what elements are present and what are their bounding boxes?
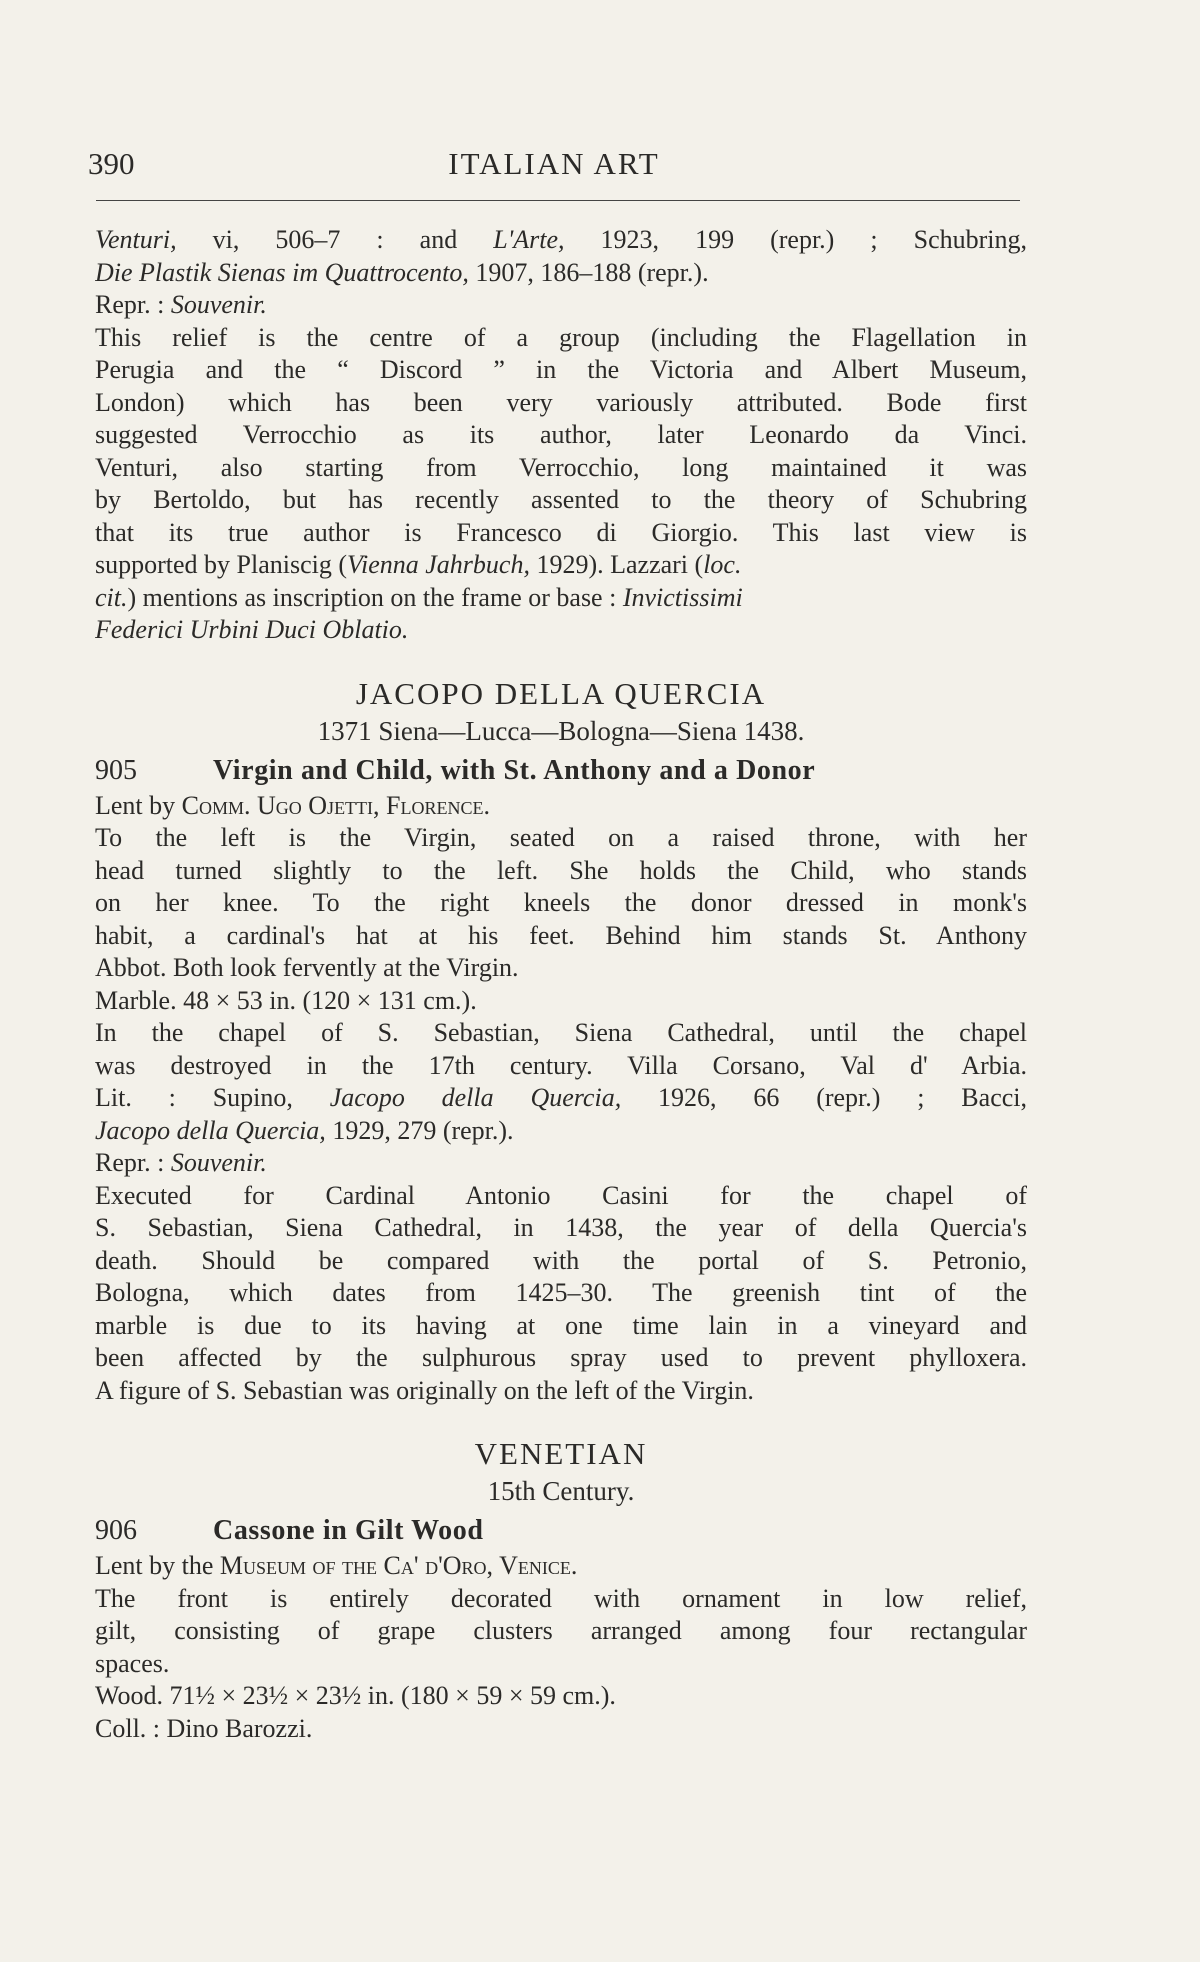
catalogue-number: 905: [95, 754, 137, 786]
artist-heading: JACOPO DELLA QUERCIA: [355, 675, 767, 711]
header-rule: [96, 200, 1020, 201]
material-line: Marble. 48 × 53 in. (120 × 131 cm.).: [95, 985, 477, 1015]
description-line: on her knee. To the right kneels the donor dressed in monk's: [95, 888, 1027, 917]
literature-line: Jacopo della Quercia, 1929, 279 (repr.).: [95, 1115, 514, 1145]
provenance-line: was destroyed in the 17th century. Villa Corsano, Val d' Arbia.: [95, 1050, 1027, 1080]
page-content: [95, 224, 1027, 1745]
running-head: ITALIAN ART: [448, 146, 660, 181]
notes-line: S. Sebastian, Siena Cathedral, in 1438, the year of della Quercia's: [95, 1213, 1027, 1242]
description-line: habit, a cardinal's hat at his feet. Behind him stands St. Anthony: [95, 920, 1027, 950]
catalogue-entry-heading: [95, 1512, 1027, 1550]
catalogue-entry-heading: [95, 752, 1027, 790]
body-line: suggested Verrocchio as its author, later Leonardo da Vinci.: [95, 420, 1027, 449]
body-line: by Bertoldo, but has recently assented to the theory of Schubring: [95, 485, 1027, 514]
page-header: [88, 146, 1020, 196]
notes-line: A figure of S. Sebastian was originally on the left of the Virgin.: [95, 1375, 754, 1405]
notes-line: Executed for Cardinal Antonio Casini for the chapel of: [95, 1180, 1027, 1210]
description-line: To the left is the Virgin, seated on a raised throne, with her: [95, 823, 1027, 852]
lender-line: Lent by Comm. Ugo Ojetti, Florence.: [95, 790, 490, 820]
notes-line: been affected by the sulphurous spray used to prevent phylloxera.: [95, 1343, 1027, 1372]
literature-line: Die Plastik Sienas im Quattrocento, 1907, 186–188 (repr.).: [95, 257, 709, 287]
school-heading: VENETIAN: [474, 1436, 648, 1471]
material-line: Wood. 71½ × 23½ × 23½ in. (180 × 59 × 59 cm.).: [95, 1681, 616, 1710]
body-line: Perugia and the “ Discord ” in the Victoria and Albert Museum,: [95, 355, 1027, 384]
description-line: gilt, consisting of grape clusters arranged among four rectangular: [95, 1616, 1027, 1645]
description-line: head turned slightly to the left. She holds the Child, who stands: [95, 855, 1027, 885]
catalogue-number: 906: [95, 1515, 137, 1546]
notes-line: Bologna, which dates from 1425–30. The greenish tint of the: [95, 1278, 1027, 1307]
artist-dates: 1371 Siena—Lucca—Bologna—Siena 1438.: [317, 715, 805, 746]
description-line: spaces.: [95, 1648, 170, 1678]
literature-line: Venturi, vi, 506–7 : and L'Arte, 1923, 199 (repr.) ; Schubring,: [95, 225, 1027, 254]
notes-line: death. Should be compared with the portal of S. Petronio,: [95, 1245, 1027, 1275]
entry-title: Cassone in Gilt Wood: [213, 1515, 484, 1546]
page-number: 390: [88, 146, 135, 181]
description-line: Abbot. Both look fervently at the Virgin.: [95, 953, 519, 982]
body-line: that its true author is Francesco di Giorgio. This last view is: [95, 517, 1027, 547]
entry-title: Virgin and Child, with St. Anthony and a Donor: [213, 754, 816, 786]
body-line: Venturi, also starting from Verrocchio, long maintained it was: [95, 452, 1027, 482]
collection-line: Coll. : Dino Barozzi.: [95, 1713, 313, 1743]
provenance-line: In the chapel of S. Sebastian, Siena Cathedral, until the chapel: [95, 1018, 1027, 1047]
body-line: supported by Planiscig (Vienna Jahrbuch, 1929). Lazzari (loc.: [95, 550, 742, 579]
repr-line: Repr. : Souvenir.: [95, 1148, 267, 1177]
literature-line: Lit. : Supino, Jacopo della Quercia, 1926, 66 (repr.) ; Bacci,: [95, 1083, 1027, 1112]
description-line: The front is entirely decorated with ornament in low relief,: [95, 1583, 1027, 1613]
repr-line: Repr. : Souvenir.: [95, 290, 267, 319]
inscription-line: Federici Urbini Duci Oblatio.: [95, 615, 409, 644]
body-line: This relief is the centre of a group (including the Flagellation in: [95, 322, 1027, 352]
lender-line: Lent by the Museum of the Ca' d'Oro, Venice.: [95, 1551, 578, 1580]
school-period: 15th Century.: [487, 1476, 635, 1506]
body-line: London) which has been very variously attributed. Bode first: [95, 387, 1027, 417]
notes-line: marble is due to its having at one time lain in a vineyard and: [95, 1310, 1027, 1340]
body-line: cit.) mentions as inscription on the frame or base : Invictissimi: [95, 582, 743, 612]
